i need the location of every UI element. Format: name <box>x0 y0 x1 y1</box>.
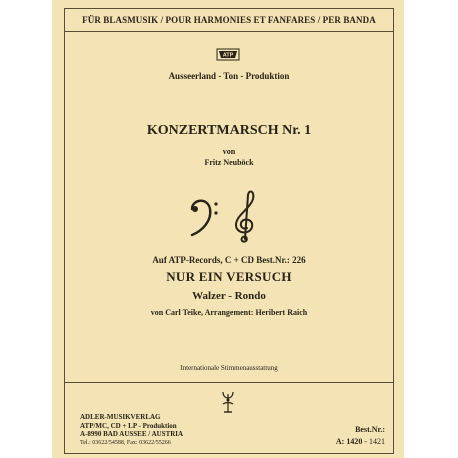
arrangement-credits: von Carl Teike, Arrangement: Heribert Raich <box>150 308 308 317</box>
cover-frame <box>64 8 394 454</box>
order-number <box>336 437 385 446</box>
producer-name: Ausseerland - Ton - Produktion <box>168 71 290 81</box>
lyre-ornament-icon <box>220 390 236 414</box>
instrumentation-note: Internationale Stimmenausstattung <box>180 364 278 372</box>
order-number-label: Best.Nr.: <box>355 425 385 434</box>
publisher-phone: Tel.: 03622/54588, Fax: 03622/55266 <box>80 439 171 446</box>
record-info: Auf ATP-Records, C + CD Best.Nr.: 226 <box>152 255 306 265</box>
logo-text: ATP <box>222 52 234 59</box>
composer-name: Fritz Neuböck <box>204 158 254 167</box>
publisher-name: ADLER-MUSIKVERLAG <box>80 413 161 421</box>
piece-title: KONZERTMARSCH Nr. 1 <box>146 123 312 138</box>
publisher-address: A-8990 BAD AUSSEE / AUSTRIA <box>80 430 184 439</box>
atp-logo-icon <box>216 48 240 61</box>
order-number-suffix: - 1421 <box>362 437 385 446</box>
composer-prefix: von <box>222 147 236 156</box>
bass-and-treble-clef-icon <box>188 189 270 245</box>
order-number-primary: A: 1420 <box>335 437 363 446</box>
footer-divider <box>65 382 393 383</box>
sheet-music-cover <box>52 0 404 458</box>
piece-form: Walzer - Rondo <box>192 290 266 302</box>
category-banner: FÜR BLASMUSIK / POUR HARMONIES ET FANFARES / PER BANDA <box>65 9 393 32</box>
second-piece-title: NUR EIN VERSUCH <box>166 269 292 284</box>
publisher-block <box>80 413 183 447</box>
publisher-line2: ATP/MC, CD + LP - Produktion <box>80 421 177 430</box>
